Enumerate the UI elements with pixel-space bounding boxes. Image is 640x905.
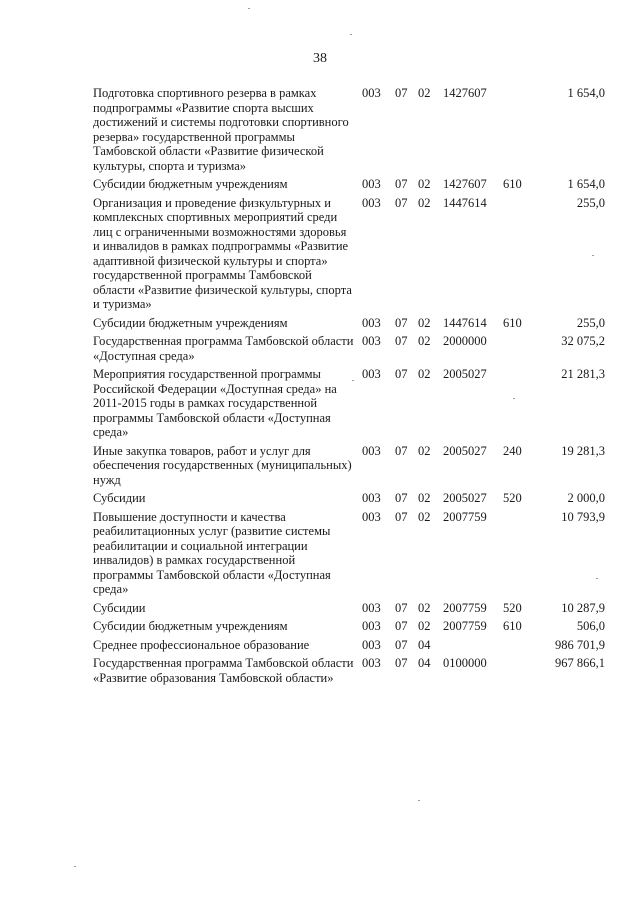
cell-rz: 07 <box>395 334 408 348</box>
table-row <box>93 367 605 440</box>
cell-pr: 02 <box>418 177 431 191</box>
cell-sum: 32 075,2 <box>561 334 605 348</box>
cell-rz: 07 <box>395 637 408 652</box>
cell-sum: 506,0 <box>576 619 605 633</box>
cell-sum: 10 793,9 <box>561 509 605 524</box>
cell-pr: 02 <box>418 491 431 505</box>
cell-ved: 003 <box>362 86 381 100</box>
cell-ved: 003 <box>362 177 381 191</box>
page-number: 38 <box>313 51 327 66</box>
table-row <box>93 444 605 488</box>
scan-speck <box>350 34 352 35</box>
table-row <box>93 656 605 685</box>
cell-ved: 003 <box>362 619 381 633</box>
cell-rz: 07 <box>395 367 408 381</box>
cell-vr: 610 <box>503 315 522 330</box>
table-row <box>93 491 605 506</box>
table-row <box>93 638 605 653</box>
cell-rz: 07 <box>395 443 408 458</box>
cell-csr: 2007759 <box>443 619 487 633</box>
cell-name: Субсидии <box>93 491 146 505</box>
cell-csr: 2000000 <box>443 334 487 348</box>
cell-pr: 02 <box>418 195 431 210</box>
cell-name: Мероприятия государственной программы Российской Федерации «Доступная среда» на 2011-2015 годы в рамках государственной программы Тамбовской области «Доступная среда» <box>93 367 337 439</box>
cell-pr: 02 <box>418 315 431 330</box>
scan-speck <box>352 380 354 381</box>
cell-rz: 07 <box>395 600 408 615</box>
scan-speck <box>74 866 76 867</box>
cell-csr: 1447614 <box>443 195 487 210</box>
cell-csr: 1427607 <box>443 86 487 100</box>
cell-name: Организация и проведение физкультурных и комплексных спортивных мероприятий среди лиц с ограниченными возможностями здоровья и инвалидов в рамках подпрограммы «Развитие адаптивной физической культуры и спорта» государственной программы Тамбовской области «Развитие физической культуры, спорта и туризма» <box>93 195 352 311</box>
cell-ved: 003 <box>362 443 381 458</box>
cell-csr: 1427607 <box>443 177 487 191</box>
cell-csr: 2005027 <box>443 443 487 458</box>
cell-pr: 02 <box>418 86 431 100</box>
cell-sum: 255,0 <box>576 195 605 210</box>
cell-ved: 003 <box>362 637 381 652</box>
scan-speck <box>596 578 598 579</box>
cell-ved: 003 <box>362 334 381 348</box>
cell-sum: 21 281,3 <box>561 367 605 381</box>
cell-name: Среднее профессиональное образование <box>93 637 310 652</box>
cell-sum: 1 654,0 <box>567 86 605 100</box>
cell-name: Подготовка спортивного резерва в рамках подпрограммы «Развитие спорта высших достижений и системы подготовки спортивного резерва» государственной программы Тамбовской области «Развитие физической культуры, спорта и туризма» <box>93 86 349 173</box>
cell-sum: 967 866,1 <box>555 656 605 670</box>
cell-csr: 2007759 <box>443 509 487 524</box>
cell-rz: 07 <box>395 177 408 191</box>
cell-rz: 07 <box>395 656 408 670</box>
table-row <box>93 86 605 173</box>
cell-sum: 10 287,9 <box>561 600 605 615</box>
cell-sum: 255,0 <box>576 315 605 330</box>
cell-ved: 003 <box>362 315 381 330</box>
table-row <box>93 619 605 634</box>
table-row <box>93 601 605 616</box>
table-row <box>93 196 605 312</box>
cell-name: Субсидии бюджетным учреждениям <box>93 315 288 330</box>
cell-csr: 2005027 <box>443 491 487 505</box>
cell-ved: 003 <box>362 509 381 524</box>
table-row <box>93 510 605 597</box>
cell-rz: 07 <box>395 195 408 210</box>
cell-csr: 2005027 <box>443 367 487 381</box>
cell-pr: 02 <box>418 619 431 633</box>
table-row <box>93 316 605 331</box>
cell-rz: 07 <box>395 86 408 100</box>
cell-vr: 610 <box>503 177 522 191</box>
scan-speck <box>418 800 420 801</box>
cell-ved: 003 <box>362 367 381 381</box>
cell-rz: 07 <box>395 491 408 505</box>
cell-sum: 986 701,9 <box>555 637 605 652</box>
cell-name: Государственная программа Тамбовской области «Развитие образования Тамбовской области» <box>93 656 354 685</box>
budget-table <box>93 86 605 689</box>
cell-name: Субсидии бюджетным учреждениям <box>93 177 288 191</box>
cell-pr: 02 <box>418 367 431 381</box>
table-row <box>93 177 605 192</box>
cell-sum: 19 281,3 <box>561 443 605 458</box>
cell-ved: 003 <box>362 656 381 670</box>
cell-name: Иные закупка товаров, работ и услуг для обеспечения государственных (муниципальных) нужд <box>93 443 352 487</box>
cell-pr: 02 <box>418 443 431 458</box>
cell-rz: 07 <box>395 315 408 330</box>
cell-pr: 02 <box>418 509 431 524</box>
cell-ved: 003 <box>362 195 381 210</box>
scan-speck <box>248 8 250 9</box>
cell-rz: 07 <box>395 619 408 633</box>
cell-csr: 2007759 <box>443 600 487 615</box>
cell-sum: 1 654,0 <box>567 177 605 191</box>
cell-name: Субсидии <box>93 600 146 615</box>
cell-vr: 610 <box>503 619 522 633</box>
scan-speck <box>513 398 515 399</box>
cell-ved: 003 <box>362 600 381 615</box>
cell-name: Повышение доступности и качества реабилитационных услуг (развитие системы реабилитации и социальной интеграции инвалидов) в рамках государственной программы Тамбовской области «Доступная среда» <box>93 509 331 596</box>
cell-csr: 1447614 <box>443 315 487 330</box>
cell-pr: 04 <box>418 637 431 652</box>
cell-pr: 02 <box>418 600 431 615</box>
cell-vr: 520 <box>503 600 522 615</box>
table-row <box>93 334 605 363</box>
cell-name: Государственная программа Тамбовской области «Доступная среда» <box>93 334 354 363</box>
cell-pr: 04 <box>418 656 431 670</box>
cell-csr: 0100000 <box>443 656 487 670</box>
cell-vr: 520 <box>503 491 522 505</box>
cell-sum: 2 000,0 <box>567 491 605 505</box>
scan-speck <box>592 255 594 256</box>
cell-vr: 240 <box>503 443 522 458</box>
cell-name: Субсидии бюджетным учреждениям <box>93 619 288 633</box>
cell-ved: 003 <box>362 491 381 505</box>
cell-rz: 07 <box>395 509 408 524</box>
cell-pr: 02 <box>418 334 431 348</box>
